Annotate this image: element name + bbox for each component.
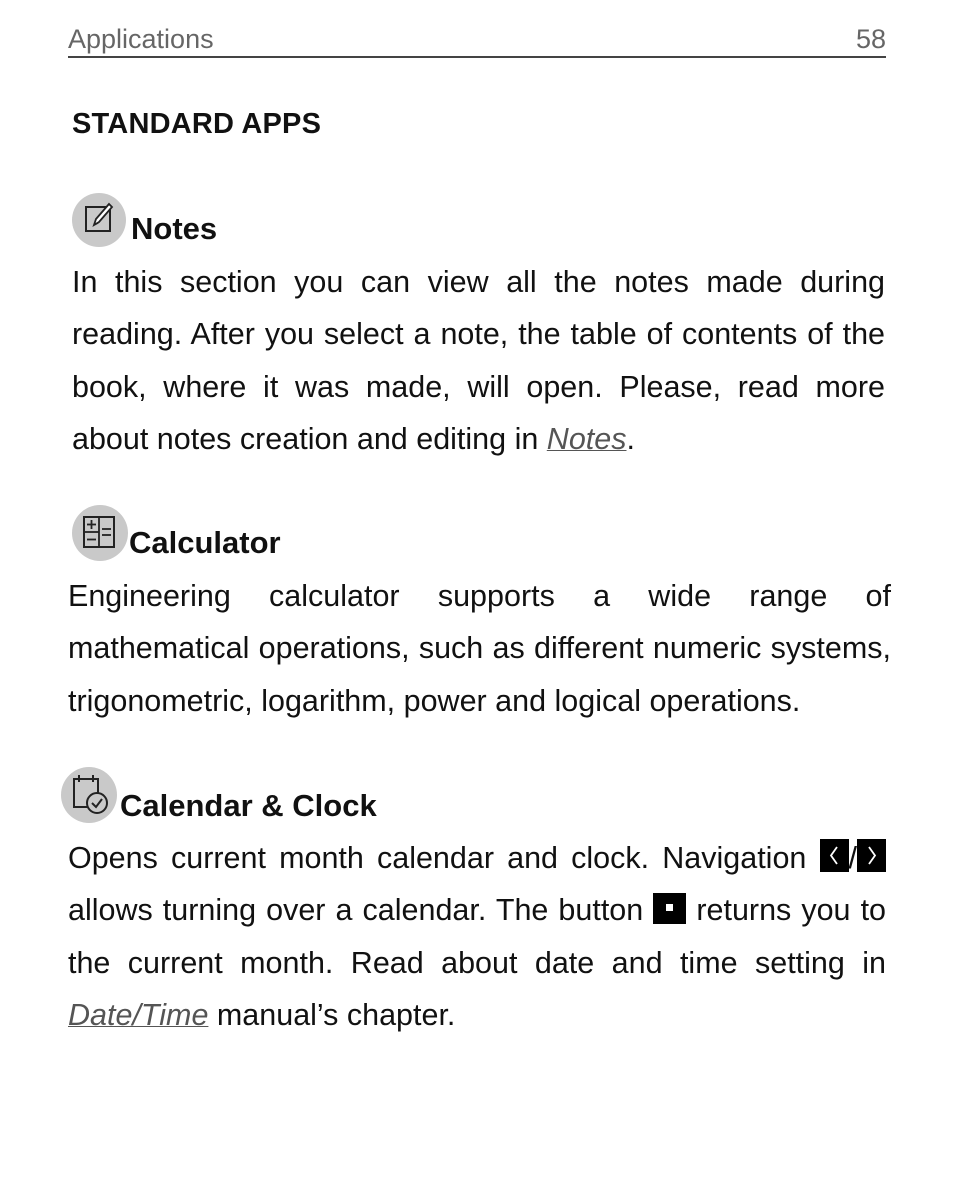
note-edit-icon [72, 193, 126, 247]
chevron-right-key-icon [857, 839, 886, 872]
calendar-text-2: allows turning over a calendar. The button [68, 893, 654, 928]
section-heading: STANDARD APPS [72, 108, 322, 140]
notes-paragraph [72, 256, 885, 465]
chevron-left-key-icon [820, 839, 849, 872]
notes-title: Notes [131, 211, 218, 246]
calendar-text-4: manual’s chapter. [208, 997, 456, 1032]
calendar-title: Calendar & Clock [120, 788, 377, 823]
running-header [68, 24, 886, 58]
calculator-paragraph: Engineering calculator supports a wide range of mathematical operations, such as different numeric systems, trigonometric, logarithm, power and logical operations. [68, 579, 891, 718]
calculator-title: Calculator [129, 525, 281, 560]
calendar-paragraph [68, 832, 886, 1041]
notes-text: In this section you can view all the notes made during reading. After you select a note, the table of contents of the book, where it was made, will open. Please, read more about notes creation and editing in [72, 265, 885, 456]
nav-slash: / [848, 841, 857, 875]
dot-key-icon [653, 893, 686, 924]
calculator-icon [72, 505, 128, 561]
date-time-link[interactable]: Date/Time [68, 997, 209, 1032]
calendar-clock-icon [61, 767, 117, 823]
calendar-text-1: Opens current month calendar and clock. Navigation [68, 841, 820, 875]
header-section-title: Applications [68, 24, 214, 54]
calendar-text-3: returns you to the current month. Read about date and time setting in [68, 893, 886, 980]
notes-link[interactable]: Notes [546, 421, 627, 456]
notes-text-end: . [626, 421, 635, 456]
page-number: 58 [855, 24, 886, 54]
